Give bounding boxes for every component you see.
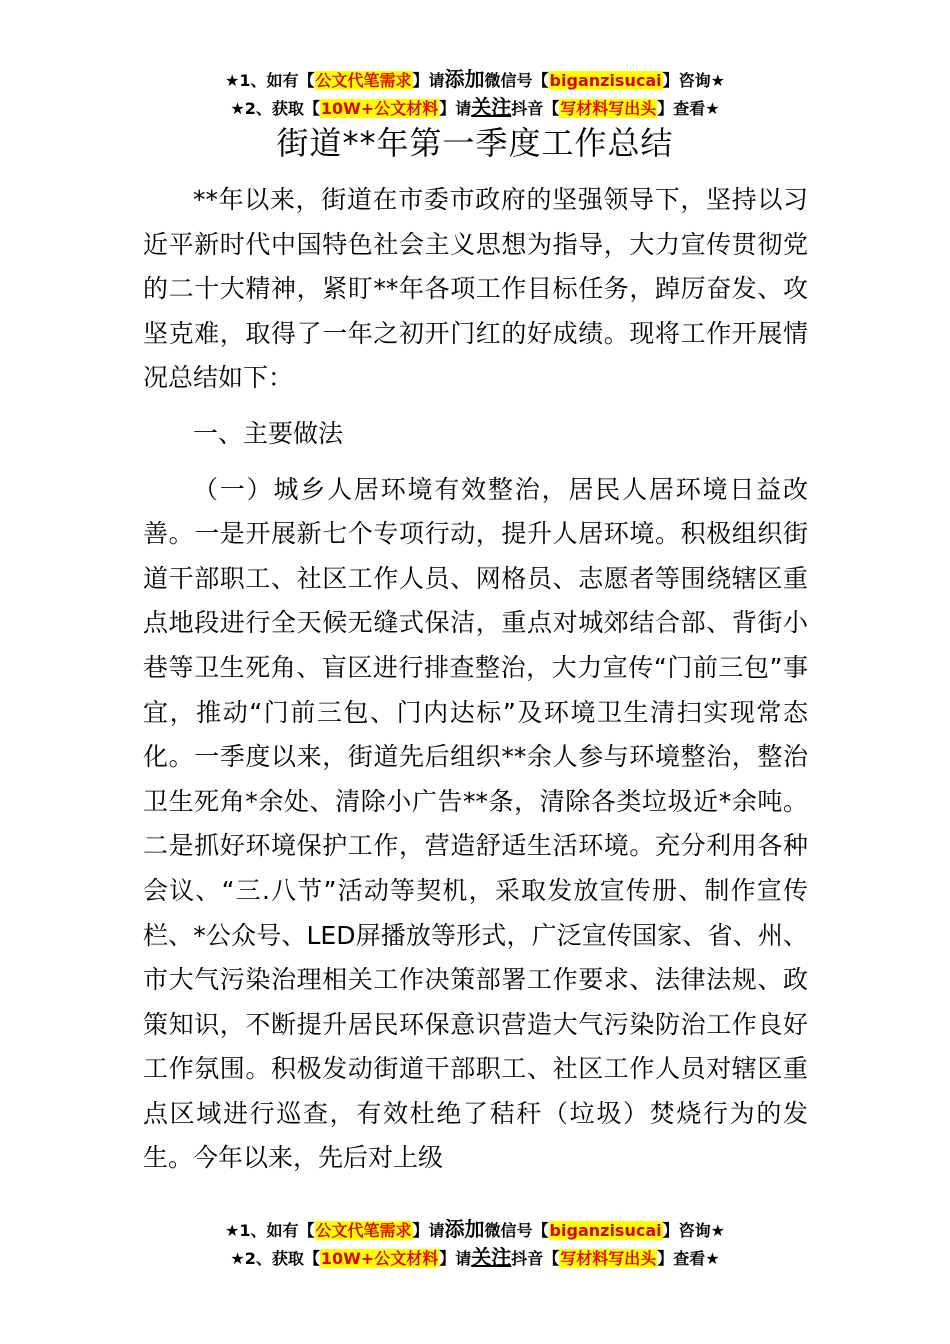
banner-text: 】请 xyxy=(439,1249,472,1268)
document-title: 街道**年第一季度工作总结 xyxy=(276,124,674,162)
banner-text: 】请 xyxy=(412,1221,445,1240)
highlight-materials: 10W+公文材料 xyxy=(320,99,439,118)
banner-emphasis: 添加 xyxy=(444,67,485,91)
banner-text: 2、获取【 xyxy=(244,99,320,118)
banner-text: 微信号【 xyxy=(484,1221,549,1240)
star-icon: ★ xyxy=(705,99,720,118)
paragraph-intro: **年以来，街道在市委市政府的坚强领导下，坚持以习近平新时代中国特色社会主义思想为指导，大力宣传贯彻党的二十大精神，紧盯**年各项工作目标任务，踔厉奋发、攻坚克难，取得了一年之初开门红的好成绩。现将工作开展情况总结如下： xyxy=(143,185,808,393)
banner-line-1 xyxy=(0,1216,950,1244)
star-icon: ★ xyxy=(710,1221,725,1240)
star-icon: ★ xyxy=(705,1249,720,1268)
footer-banner xyxy=(0,1216,950,1272)
banner-text: 】请 xyxy=(439,99,472,118)
highlight-service: 公文代笔需求 xyxy=(315,71,412,90)
banner-text: 1、如有【 xyxy=(239,71,315,90)
star-icon: ★ xyxy=(230,99,245,118)
banner-text: 】查看 xyxy=(657,99,706,118)
highlight-wechat-id: biganzisucai xyxy=(549,1221,662,1240)
banner-line-2 xyxy=(0,1244,950,1272)
star-icon: ★ xyxy=(710,71,725,90)
banner-text: 抖音【 xyxy=(511,99,560,118)
highlight-wechat-id: biganzisucai xyxy=(549,71,662,90)
highlight-service: 公文代笔需求 xyxy=(315,1221,412,1240)
banner-line-1 xyxy=(0,66,950,94)
banner-emphasis: 关注 xyxy=(471,95,512,119)
banner-text: 】查看 xyxy=(657,1249,706,1268)
star-icon: ★ xyxy=(230,1249,245,1268)
banner-text: 1、如有【 xyxy=(239,1221,315,1240)
banner-text: 】咨询 xyxy=(662,71,711,90)
document-body xyxy=(143,178,808,1181)
highlight-douyin: 写材料写出头 xyxy=(560,99,657,118)
banner-emphasis: 关注 xyxy=(471,1245,512,1269)
banner-text: 抖音【 xyxy=(511,1249,560,1268)
banner-text: 】请 xyxy=(412,71,445,90)
star-icon: ★ xyxy=(225,71,240,90)
banner-text: 微信号【 xyxy=(484,71,549,90)
header-banner xyxy=(0,66,950,122)
paragraph-section-1: （一）城乡人居环境有效整治，居民人居环境日益改善。一是开展新七个专项行动，提升人居环境。积极组织街道干部职工、社区工作人员、网格员、志愿者等围绕辖区重点地段进行全天候无缝式保洁，重点对城郊结合部、背街小巷等卫生死角、盲区进行排查整治，大力宣传“门前三包”事宜，推动“门前三包、门内达标”及环境卫生清扫实现常态化。一季度以来，街道先后组织**余人参与环境整治，整治卫生死角*余处、清除小广告**条，清除各类垃圾近*余吨。二是抓好环境保护工作，营造舒适生活环境。充分利用各种会议、“三.八节”活动等契机，采取发放宣传册、制作宣传栏、*公众号、LED屏播放等形式，广泛宣传国家、省、州、市大气污染治理相关工作决策部署工作要求、法律法规、政策知识，不断提升居民环保意识营造大气污染防治工作良好工作氛围。积极发动街道干部职工、社区工作人员对辖区重点区域进行巡查，有效杜绝了秸秆（垃圾）焚烧行为的发生。今年以来，先后对上级 xyxy=(143,474,808,1173)
highlight-materials: 10W+公文材料 xyxy=(320,1249,439,1268)
banner-text: 2、获取【 xyxy=(244,1249,320,1268)
banner-text: 】咨询 xyxy=(662,1221,711,1240)
section-heading: 一、主要做法 xyxy=(193,418,344,448)
star-icon: ★ xyxy=(225,1221,240,1240)
banner-emphasis: 添加 xyxy=(444,1217,485,1241)
highlight-douyin: 写材料写出头 xyxy=(560,1249,657,1268)
